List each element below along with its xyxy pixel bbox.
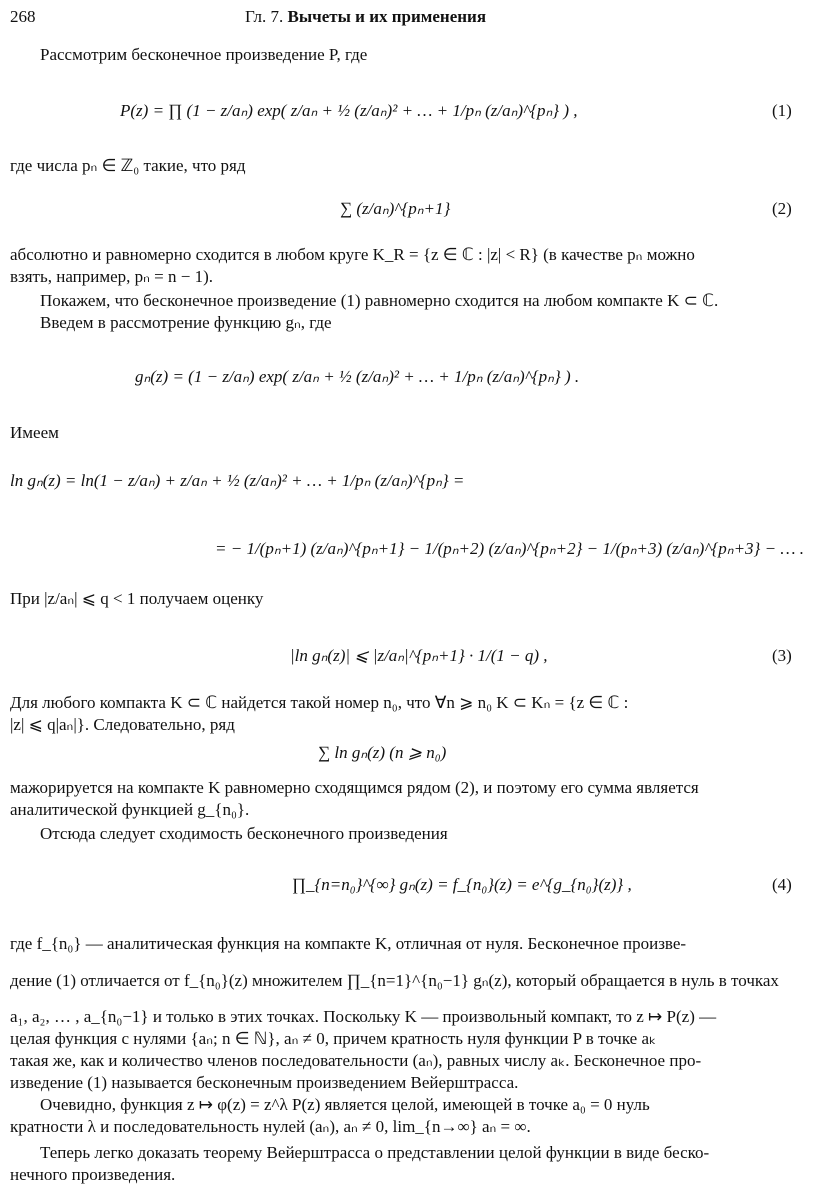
running-head-title: Вычеты и их применения [287, 7, 487, 26]
text-line: Рассмотрим бесконечное произведение P, где [40, 45, 368, 64]
text-line: кратности λ и последовательность нулей (aₙ), aₙ ≠ 0, lim_{n→∞} aₙ = ∞. [10, 1117, 531, 1136]
text-line: Имеем [10, 423, 59, 442]
equation-ln-1: ln gₙ(z) = ln(1 − z/aₙ) + z/aₙ + ½ (z/aₙ)² + … + 1/pₙ (z/aₙ)^{pₙ} = [10, 471, 465, 490]
text-line: абсолютно и равномерно сходится в любом круге K_R = {z ∈ ℂ : |z| < R} (в качестве pₙ можно [10, 245, 695, 264]
text-line: где числа pₙ ∈ ℤ₀ такие, что ряд [10, 156, 246, 175]
text-line: такая же, как и количество членов последовательности (aₙ), равных числу aₖ. Бесконечное про- [10, 1051, 702, 1070]
equation-4: ∏_{n=n₀}^{∞} gₙ(z) = f_{n₀}(z) = e^{g_{n₀}(z)} , [292, 875, 632, 894]
equation-1: P(z) = ∏ (1 − z/aₙ) exp( z/aₙ + ½ (z/aₙ)² + … + 1/pₙ (z/aₙ)^{pₙ} ) , [120, 101, 578, 120]
equation-tag: (2) [772, 199, 792, 218]
page-number: 268 [10, 7, 36, 26]
text-line: аналитической функцией g_{n₀}. [10, 800, 250, 819]
text-line: мажорируется на компакте K равномерно сходящимся рядом (2), и поэтому его сумма является [10, 778, 699, 797]
text-line: Отсюда следует сходимость бесконечного произведения [40, 824, 448, 843]
running-head [245, 6, 486, 28]
text-line: a₁, a₂, … , a_{n₀−1} и только в этих точках. Поскольку K — произвольный компакт, то z ↦ P(z) — [10, 1007, 717, 1026]
text-line: Теперь легко доказать теорему Вейерштрасса о представлении целой функции в виде беско- [40, 1143, 710, 1162]
equation-ln-2: = − 1/(pₙ+1) (z/aₙ)^{pₙ+1} − 1/(pₙ+2) (z/aₙ)^{pₙ+2} − 1/(pₙ+3) (z/aₙ)^{pₙ+3} − … . [215, 539, 804, 558]
equation-tag: (1) [772, 101, 792, 120]
equation-g: gₙ(z) = (1 − z/aₙ) exp( z/aₙ + ½ (z/aₙ)² + … + 1/pₙ (z/aₙ)^{pₙ} ) . [135, 367, 580, 386]
text-line: целая функция с нулями {aₙ; n ∈ ℕ}, aₙ ≠ 0, причем кратность нуля функции P в точке aₖ [10, 1029, 657, 1048]
text-line: нечного произведения. [10, 1165, 176, 1184]
text-line: При |z/aₙ| ⩽ q < 1 получаем оценку [10, 589, 264, 608]
text-line: Очевидно, функция z ↦ φ(z) = z^λ P(z) является целой, имеющей в точке a₀ = 0 нуль [40, 1095, 650, 1114]
equation-sum-ln: ∑ ln gₙ(z) (n ⩾ n₀) [318, 743, 447, 762]
text-line: где f_{n₀} — аналитическая функция на компакте K, отличная от нуля. Бесконечное произве- [10, 934, 687, 953]
running-head-prefix: Гл. 7. [245, 7, 284, 26]
equation-tag: (4) [772, 875, 792, 894]
text-line: Введем в рассмотрение функцию gₙ, где [40, 313, 332, 332]
text-line: взять, например, pₙ = n − 1). [10, 267, 214, 286]
text-line: дение (1) отличается от f_{n₀}(z) множителем ∏_{n=1}^{n₀−1} gₙ(z), который обращается в нуль в точках [10, 971, 779, 990]
text-line: Покажем, что бесконечное произведение (1) равномерно сходится на любом компакте K ⊂ ℂ. [40, 291, 719, 310]
text-line: Для любого компакта K ⊂ ℂ найдется такой номер n₀, что ∀n ⩾ n₀ K ⊂ Kₙ = {z ∈ ℂ : [10, 693, 629, 712]
text-line: изведение (1) называется бесконечным произведением Вейерштрасса. [10, 1073, 519, 1092]
equation-2: ∑ (z/aₙ)^{pₙ+1} [340, 199, 451, 218]
equation-3: |ln gₙ(z)| ⩽ |z/aₙ|^{pₙ+1} · 1/(1 − q) , [290, 646, 548, 665]
equation-tag: (3) [772, 646, 792, 665]
text-line: |z| ⩽ q|aₙ|}. Следовательно, ряд [10, 715, 235, 734]
